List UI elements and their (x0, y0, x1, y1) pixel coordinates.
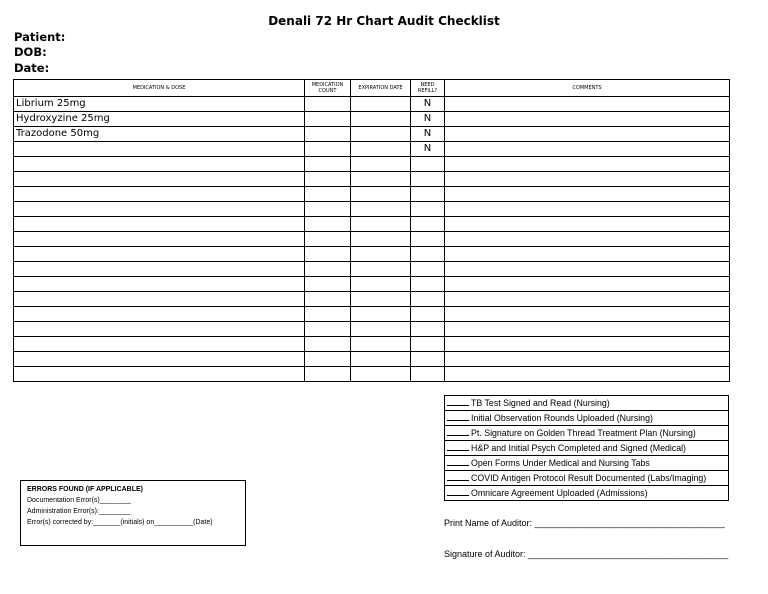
checklist-item (445, 456, 729, 471)
table-cell (305, 127, 351, 142)
documentation-error-line: Documentation Error(s)________ (27, 497, 131, 504)
refill-cell: N (411, 97, 445, 112)
table-cell (351, 232, 411, 247)
table-cell (351, 322, 411, 337)
table-cell (445, 352, 730, 367)
table-cell (445, 277, 730, 292)
refill-cell (411, 322, 445, 337)
checklist-row (445, 441, 729, 456)
checklist-item (445, 426, 729, 441)
checklist-item (445, 411, 729, 426)
table-cell (445, 127, 730, 142)
medication-cell (14, 367, 305, 382)
table-row (14, 127, 730, 142)
medication-table (13, 79, 730, 382)
table-row (14, 277, 730, 292)
checkbox-blank-line (447, 412, 469, 421)
table-cell (445, 292, 730, 307)
table-cell (351, 172, 411, 187)
table-cell (305, 97, 351, 112)
medication-cell (14, 337, 305, 352)
refill-cell (411, 247, 445, 262)
date-label: Date: (14, 61, 50, 75)
table-cell (305, 202, 351, 217)
table-cell (305, 247, 351, 262)
checkbox-blank-line (447, 427, 469, 436)
table-cell (445, 187, 730, 202)
signature-auditor: Signature of Auditor: ________________________________________ (444, 549, 729, 559)
medication-cell: Trazodone 50mg (14, 127, 305, 142)
checklist-item-label: Initial Observation Rounds Uploaded (Nursing) (471, 413, 653, 423)
table-row (14, 202, 730, 217)
checklist-row (445, 426, 729, 441)
table-row (14, 307, 730, 322)
medication-cell (14, 247, 305, 262)
table-row (14, 172, 730, 187)
medication-cell (14, 262, 305, 277)
refill-cell (411, 277, 445, 292)
table-cell (445, 157, 730, 172)
refill-cell (411, 352, 445, 367)
medication-cell (14, 217, 305, 232)
table-cell (351, 127, 411, 142)
table-cell (445, 337, 730, 352)
table-row (14, 322, 730, 337)
page-title: Denali 72 Hr Chart Audit Checklist (268, 14, 500, 28)
errors-found-heading: ERRORS FOUND (IF APPLICABLE) (27, 486, 144, 493)
table-cell (351, 292, 411, 307)
medication-cell: Hydroxyzine 25mg (14, 112, 305, 127)
table-cell (351, 307, 411, 322)
checklist-item-label: Omnicare Agreement Uploaded (Admissions) (471, 488, 648, 498)
refill-cell (411, 337, 445, 352)
table-cell (305, 352, 351, 367)
table-cell (351, 202, 411, 217)
checklist-item-label: COVID Antigen Protocol Result Documented (Labs/Imaging) (471, 473, 707, 483)
table-cell (445, 202, 730, 217)
error-corrected-line: Error(s) corrected by:_______(initials) on__________(Date) (27, 519, 213, 526)
medication-cell: Librium 25mg (14, 97, 305, 112)
table-cell (445, 232, 730, 247)
table-row (14, 157, 730, 172)
administration-error-line: Administration Error(s):________ (27, 508, 131, 515)
medication-cell (14, 157, 305, 172)
medication-cell (14, 202, 305, 217)
table-cell (445, 262, 730, 277)
table-cell (305, 337, 351, 352)
refill-cell (411, 367, 445, 382)
table-cell (445, 172, 730, 187)
table-cell (445, 247, 730, 262)
table-cell (305, 307, 351, 322)
checklist-row (445, 486, 729, 501)
medication-cell (14, 352, 305, 367)
table-cell (305, 187, 351, 202)
table-cell (305, 322, 351, 337)
table-cell (305, 232, 351, 247)
checklist-item-label: Open Forms Under Medical and Nursing Tabs (471, 458, 650, 468)
table-cell (305, 262, 351, 277)
table-cell (351, 337, 411, 352)
checklist-item (445, 471, 729, 486)
checkbox-blank-line (447, 442, 469, 451)
medication-table-header (14, 80, 730, 97)
refill-cell: N (411, 112, 445, 127)
table-cell (351, 157, 411, 172)
checklist-row (445, 456, 729, 471)
refill-cell (411, 157, 445, 172)
refill-cell (411, 232, 445, 247)
patient-label: Patient: (14, 30, 66, 44)
checklist-item-label: Pt. Signature on Golden Thread Treatment Plan (Nursing) (471, 428, 696, 438)
table-cell (445, 97, 730, 112)
table-cell (351, 217, 411, 232)
checklist-row (445, 471, 729, 486)
refill-cell (411, 307, 445, 322)
table-cell (445, 112, 730, 127)
checklist-item-label: H&P and Initial Psych Completed and Signed (Medical) (471, 443, 686, 453)
audit-checklist (444, 395, 729, 501)
checkbox-blank-line (447, 457, 469, 466)
medication-cell (14, 292, 305, 307)
checklist-item (445, 486, 729, 501)
table-cell (351, 187, 411, 202)
checklist-item (445, 396, 729, 411)
checkbox-blank-line (447, 487, 469, 496)
column-header: EXPIRATION DATE (351, 80, 411, 97)
table-cell (305, 157, 351, 172)
table-row (14, 112, 730, 127)
medication-cell (14, 172, 305, 187)
refill-cell (411, 187, 445, 202)
table-row (14, 352, 730, 367)
refill-cell: N (411, 127, 445, 142)
table-cell (351, 142, 411, 157)
table-row (14, 247, 730, 262)
table-row (14, 97, 730, 112)
column-header: NEED REFILL? (411, 80, 445, 97)
refill-cell (411, 262, 445, 277)
medication-cell (14, 232, 305, 247)
medication-cell (14, 277, 305, 292)
medication-cell (14, 322, 305, 337)
table-cell (305, 142, 351, 157)
refill-cell (411, 217, 445, 232)
table-cell (351, 277, 411, 292)
checklist-item (445, 441, 729, 456)
medication-cell (14, 187, 305, 202)
table-row (14, 142, 730, 157)
table-row (14, 187, 730, 202)
table-cell (351, 262, 411, 277)
refill-cell (411, 172, 445, 187)
medication-cell (14, 142, 305, 157)
table-cell (305, 172, 351, 187)
checklist-row (445, 396, 729, 411)
table-row (14, 262, 730, 277)
medication-cell (14, 307, 305, 322)
table-cell (305, 277, 351, 292)
table-cell (445, 142, 730, 157)
checkbox-blank-line (447, 397, 469, 406)
table-cell (305, 367, 351, 382)
column-header: COMMENTS (445, 80, 730, 97)
table-row (14, 337, 730, 352)
dob-label: DOB: (14, 45, 47, 59)
checklist-item-label: TB Test Signed and Read (Nursing) (471, 398, 610, 408)
checkbox-blank-line (447, 472, 469, 481)
table-cell (445, 322, 730, 337)
errors-found-box (20, 480, 246, 546)
column-header: MEDICATION COUNT (305, 80, 351, 97)
table-cell (445, 307, 730, 322)
table-cell (351, 247, 411, 262)
table-cell (351, 352, 411, 367)
table-row (14, 232, 730, 247)
table-cell (445, 367, 730, 382)
refill-cell: N (411, 142, 445, 157)
table-cell (351, 367, 411, 382)
table-cell (351, 97, 411, 112)
column-header: MEDICATION & DOSE (14, 80, 305, 97)
checklist-row (445, 411, 729, 426)
table-cell (445, 217, 730, 232)
print-name-auditor: Print Name of Auditor: ______________________________________ (444, 518, 725, 528)
refill-cell (411, 292, 445, 307)
table-cell (305, 217, 351, 232)
table-cell (305, 112, 351, 127)
refill-cell (411, 202, 445, 217)
table-row (14, 292, 730, 307)
table-cell (305, 292, 351, 307)
table-row (14, 367, 730, 382)
table-cell (351, 112, 411, 127)
table-row (14, 217, 730, 232)
